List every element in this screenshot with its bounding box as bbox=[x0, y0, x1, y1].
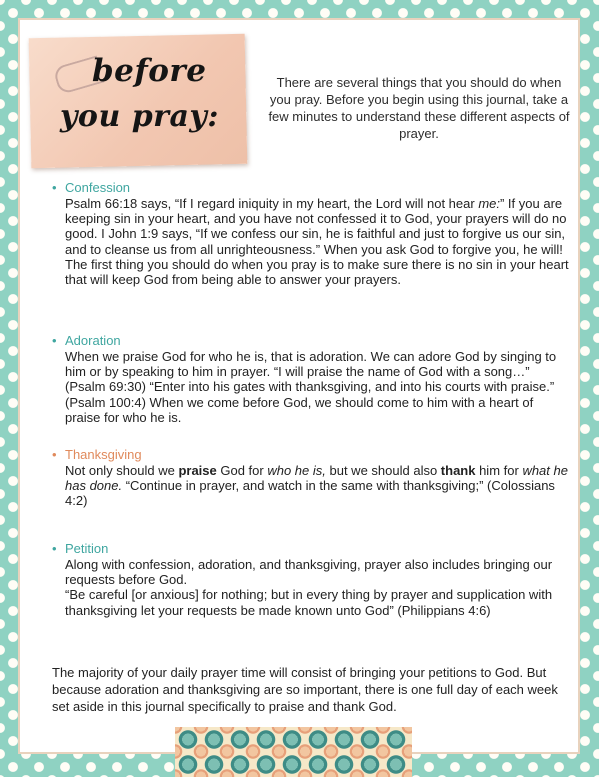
closing-paragraph: The majority of your daily prayer time will consist of bringing your petitions to God. But because adoration and thanksgiving are so important, there is one full day of each week set aside in this journal specifically to praise and thank God. bbox=[52, 665, 558, 714]
section-title: Thanksgiving bbox=[65, 447, 142, 462]
section-body: Not only should we praise God for who he is, but we should also thank him for what he has done. “Continue in prayer, and watch in the same with thanksgiving;” (Colossians 4:2) bbox=[65, 463, 568, 509]
section-title: Petition bbox=[65, 541, 109, 556]
bullet-icon: • bbox=[52, 180, 57, 195]
intro-text: There are several things that you should do when you pray. Before you begin using this journal, take a few minutes to understand these different aspects of prayer. bbox=[268, 75, 570, 141]
title-line-1: before bbox=[92, 53, 207, 89]
title-line-2: you pray: bbox=[60, 99, 219, 134]
section-body: When we praise God for who he is, that is adoration. We can adore God by singing to him or by speaking to him in prayer. “I will praise the name of God with a song…” (Psalm 69:30) “Enter into his gates with thanksgiving, and into his courts with praise.” (Psalm 100:4) When we come before God, we should come to him with a heart of praise for who he is. bbox=[65, 349, 557, 425]
section-body: Along with confession, adoration, and thanksgiving, prayer also includes bringing our requests before God. “Be careful [or anxious] for nothing; but in every thing by prayer and supplication with thanksgiving let your requests be made known unto God” (Philippians 4:6) bbox=[65, 557, 553, 618]
section-confession bbox=[52, 180, 572, 287]
section-petition bbox=[52, 541, 572, 618]
section-title: Adoration bbox=[65, 333, 121, 348]
section-thanksgiving bbox=[52, 447, 572, 509]
section-body: Psalm 66:18 says, “If I regard iniquity in my heart, the Lord will not hear me:” If you are keeping sin in your heart, and you have not confessed it to God, your prayers will do no good. I John 1:9 says, “If we confess our sin, he is faithful and just to forgive us our sin, and to cleanse us from all unrighteousness.” When you ask God to forgive you, he will! The first thing you should do when you pray is to make sure there is no sin in your heart that will keep God from being able to answer your prayers. bbox=[65, 196, 569, 288]
bullet-icon: • bbox=[52, 333, 57, 348]
bullet-icon: • bbox=[52, 541, 57, 556]
section-title: Confession bbox=[65, 180, 131, 195]
bullet-icon: • bbox=[52, 447, 57, 462]
section-adoration bbox=[52, 333, 572, 425]
floral-border-strip bbox=[175, 727, 412, 777]
